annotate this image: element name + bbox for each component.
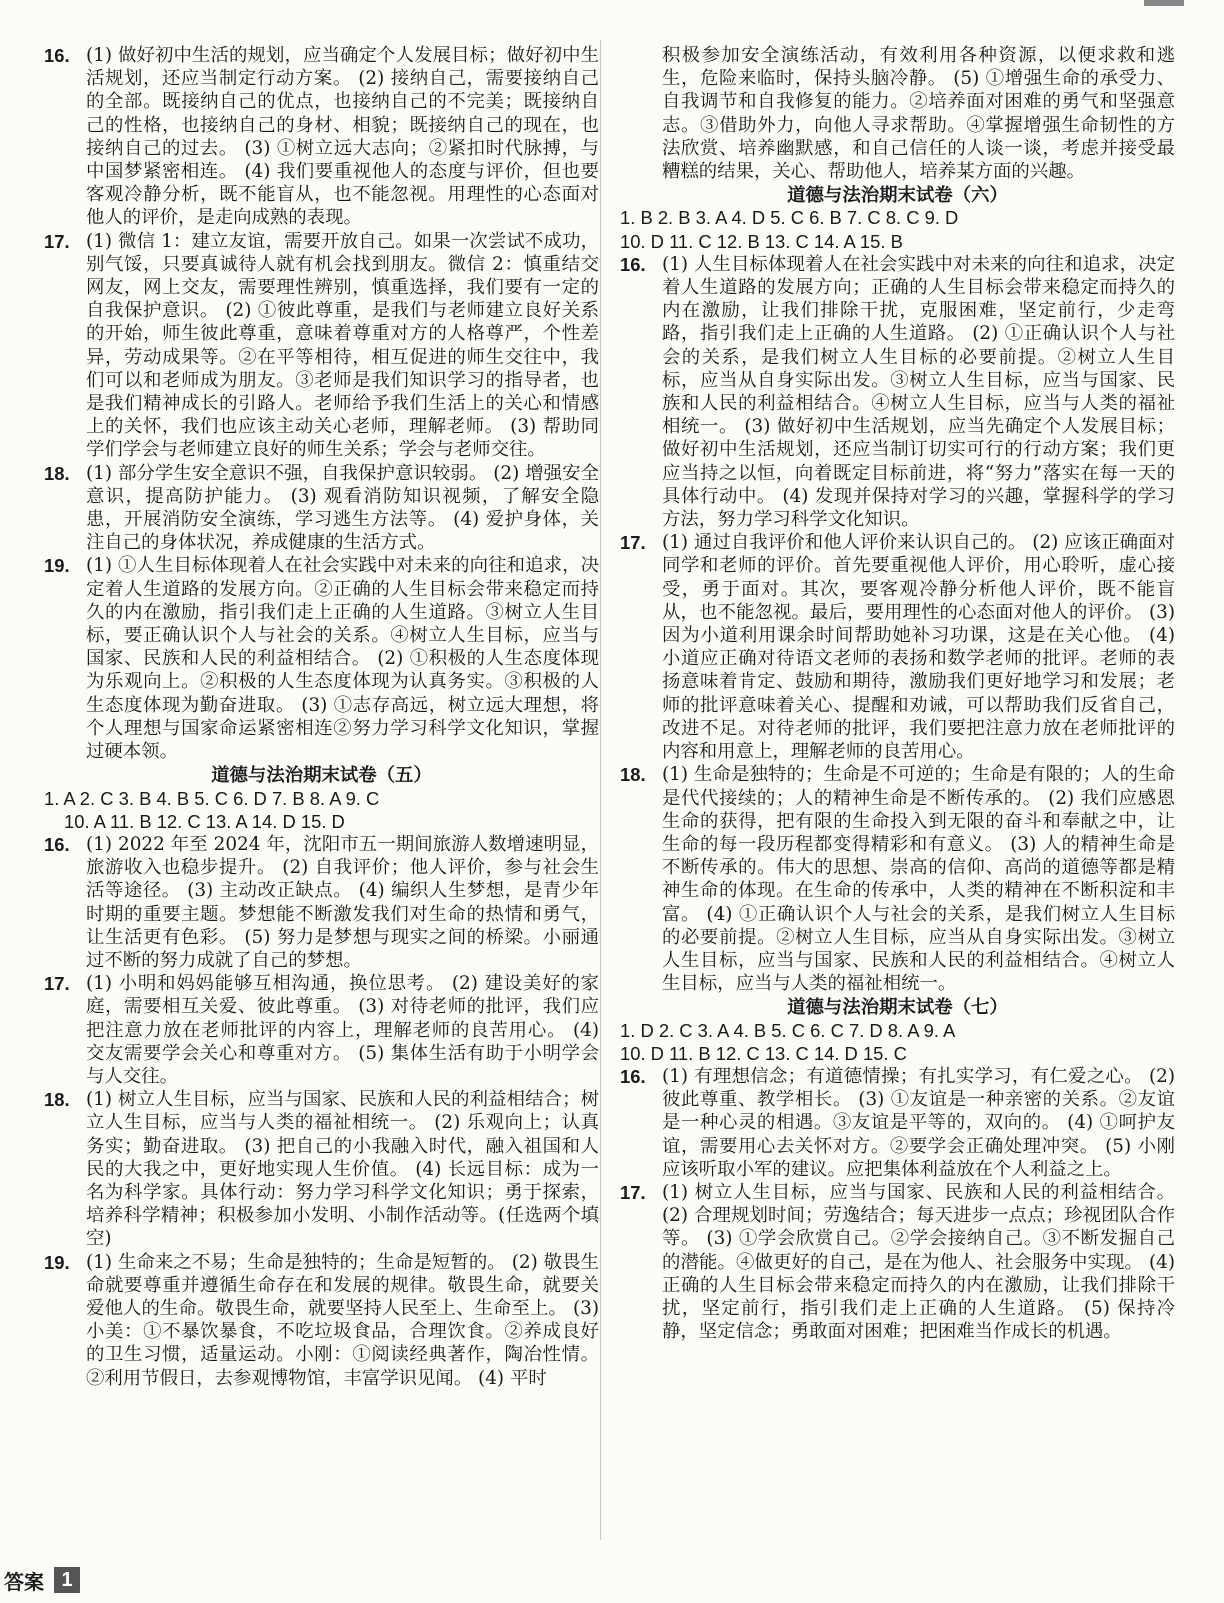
answer-item [44, 833, 599, 972]
question-number: 17. [44, 230, 70, 252]
multiple-choice-answers: 1. A 2. C 3. B 4. B 5. C 6. D 7. B 8. A 9. C [44, 787, 380, 809]
question-number: 18. [44, 462, 70, 484]
answer-text: (1) 树立人生目标，应当与国家、民族和人民的利益相结合；树立人生目标，应当与人类的福祉相统一。 (2) 乐观向上；认真务实；勤奋进取。 (3) 把自己的小我融入时代，融入祖国和人民的大我之中，更好地实现人生价值。 (4) 长远目标：成为一名为科学家。具体行动：努力学习科学文化知识；勇于探索，培养科学精神；积极参加小发明、小制作活动等。(任选两个填空) [86, 1089, 599, 1250]
answer-item [44, 972, 599, 1088]
multiple-choice-answers: 1. D 2. C 3. A 4. B 5. C 6. C 7. D 8. A 9. A [620, 1019, 956, 1041]
answer-text: (1) 小明和妈妈能够互相沟通，换位思考。 (2) 建设美好的家庭，需要相互关爱、彼此尊重。 (3) 对待老师的批评，我们应把注意力放在老师批评的内容上，理解老师的良苦用心。 (4) 交友需要学会关心和尊重对方。 (5) 集体生活有助于小明学会与人交往。 [86, 973, 599, 1087]
answer-item [620, 763, 1175, 995]
section-title: 道德与法治期末试卷（六） [787, 184, 1008, 206]
column-divider [600, 40, 601, 1540]
answer-text: (1) 通过自我评价和他人评价来认识自己的。 (2) 应该正确面对同学和老师的评价。首先要重视他人评价，用心聆听，虚心接受，勇于面对。其次，要客观冷静分析他人评价，既不能盲从，也不能忽视。最后，要用理性的心态面对他人的评价。 (3) 因为小道利用课余时间帮助她补习功课，这是在关心他。 (4) 小道应正确对待语文老师的表扬和数学老师的批评。老师的表扬意味着肯定、鼓励和期待，激励我们更好地学习和发展；老师的批评意味着关心、提醒和劝诫，可以帮助我们反省自己，改进不足。对待老师的批评，我们要把注意力放在老师批评的内容和用意上，理解老师的良苦用心。 [662, 532, 1175, 763]
question-number: 19. [44, 1251, 70, 1273]
answer-item [620, 531, 1175, 763]
left-column [44, 44, 599, 1390]
answer-text: (1) 微信 1：建立友谊，需要开放自己。如果一次尝试不成功，别气馁，只要真诚待人就有机会找到朋友。微信 2：慎重结交网友，网上交友，需要理性辨别，慎重选择，我们要有一定的自我保护意识。 (2) ①彼此尊重，是我们与老师建立良好关系的开始，师生彼此尊重，意味着尊重对方的人格尊严，个性差异，劳动成果等。②在平等相待，相互促进的师生交往中，我们可以和老师成为朋友。③老师是我们知识学习的指导者，也是我们精神成长的引路人。老师给予我们生活上的关心和情感上的关怀，我们也应该主动关心老师，理解老师。 (3) 帮助同学们学会与老师建立良好的师生关系；学会与老师交往。 [86, 230, 599, 461]
question-number: 16. [620, 1065, 646, 1087]
answer-item [44, 230, 599, 462]
section-title: 道德与法治期末试卷（五） [211, 764, 432, 786]
answer-text: (1) 生命来之不易；生命是独特的；生命是短暂的。 (2) 敬畏生命就要尊重并遵循生命存在和发展的规律。敬畏生命，就要关爱他人的生命。敬畏生命，就要坚持人民至上、生命至上。 (3) 小美：①不暴饮暴食，不吃垃圾食品，合理饮食。②养成良好的卫生习惯，适量运动。小刚：①阅读经典著作，陶冶性情。②利用节假日，去参观博物馆，丰富学识见闻。 (4) 平时 [86, 1251, 599, 1389]
right-column [620, 44, 1175, 1343]
question-number: 17. [620, 532, 646, 554]
multiple-choice-answers: 10. D 11. B 12. C 13. C 14. D 15. C [620, 1042, 907, 1064]
answer-text: (1) 2022 年至 2024 年，沈阳市五一期间旅游人数增速明显，旅游收入也稳步提升。 (2) 自我评价；他人评价，参与社会生活等途径。 (3) 主动改正缺点。 (4) 编织人生梦想，是青少年时期的重要主题。梦想能不断激发我们对生命的热情和勇气，让生活更有色彩。 (5) 努力是梦想与现实之间的桥梁。小丽通过不断的努力成就了自己的梦想。 [86, 833, 599, 971]
footer-label: 答案 [4, 1571, 44, 1594]
answer-item [620, 253, 1175, 531]
answer-item [44, 462, 599, 555]
answer-text: (1) ①人生目标体现着人在社会实践中对未来的向往和追求，决定着人生道路的发展方向。②正确的人生目标会带来稳定而持久的内在激励，指引我们走上正确的人生道路。③树立人生目标，要正确认识个人与社会的关系。④树立人生目标，应当与国家、民族和人民的利益相结合。 (2) ①积极的人生态度体现为乐观向上。②积极的人生态度体现为认真务实。③积极的人生态度体现为勤奋进取。 (3) ①志存高远，树立远大理想，将个人理想与国家命运紧密相连②努力学习科学文化知识，掌握过硬本领。 [86, 555, 599, 763]
answer-continuation: 积极参加安全演练活动，有效利用各种资源，以便求救和逃生，危险来临时，保持头脑冷静。 (5) ①增强生命的承受力、自我调节和自我修复的能力。②培养面对困难的勇气和坚强意志。③借助外力，向他人寻求帮助。④掌握增强生命韧性的方法欣赏、培养幽默感，和自己信任的人谈一谈，考虑并接受最糟糕的结果，关心、帮助他人，培养某方面的兴趣。 [662, 45, 1175, 183]
answer-text: (1) 有理想信念；有道德情操；有扎实学习，有仁爱之心。 (2) 彼此尊重、教学相长。 (3) ①友谊是一种亲密的关系。②友谊是一种心灵的相遇。③友谊是平等的，双向的。 (4) ①呵护友谊，需要用心去关怀对方。②要学会正确处理冲突。 (5) 小刚应该听取小军的建议。应把集体利益放在个人利益之上。 [662, 1065, 1175, 1180]
answer-text: (1) 部分学生安全意识不强，自我保护意识较弱。 (2) 增强安全意识，提高防护能力。 (3) 观看消防知识视频，了解安全隐患，开展消防安全演练，学习逃生方法等。 (4) 爱护身体，关注自己的身体状况，养成健康的生活方式。 [86, 462, 599, 554]
answer-text: (1) 生命是独特的；生命是不可逆的；生命是有限的；人的生命是代代接续的；人的精神生命是不断传承的。 (2) 我们应感恩生命的获得，把有限的生命投入到无限的奋斗和奉献之中，让生命的每一段历程都变得精彩和有意义。 (3) 人的精神生命是不断传承的。伟大的思想、崇高的信仰、高尚的道德等都是精神生命的体现。在生命的传承中，人类的精神在不断积淀和丰富。 (4) ①正确认识个人与社会的关系，是我们树立人生目标的必要前提。②树立人生目标，应当从自身实际出发。③树立人生目标，应当与国家、民族和人民的利益相结合。④树立人生目标，应当与人类的福祉相统一。 [662, 764, 1175, 995]
answer-item [620, 1065, 1175, 1181]
answer-item [44, 1251, 599, 1390]
answer-item [44, 1088, 599, 1250]
page-footer [0, 1565, 80, 1595]
answer-item [44, 44, 599, 230]
question-number: 17. [620, 1181, 646, 1203]
question-number: 16. [620, 253, 646, 275]
top-edge-mark [1144, 0, 1184, 6]
question-number: 19. [44, 555, 70, 577]
page-number: 1 [54, 1567, 80, 1593]
multiple-choice-answers: 1. B 2. B 3. A 4. D 5. C 6. B 7. C 8. C 9. D [620, 207, 959, 229]
question-number: 17. [44, 973, 70, 995]
multiple-choice-answers: 10. A 11. B 12. C 13. A 14. D 15. D [64, 810, 345, 832]
answer-item [44, 554, 599, 763]
answer-item [620, 1181, 1175, 1343]
question-number: 18. [620, 764, 646, 786]
answer-text: (1) 做好初中生活的规划，应当确定个人发展目标；做好初中生活规划，还应当制定行动方案。 (2) 接纳自己，需要接纳自己的全部。既接纳自己的优点，也接纳自己的不完美；既接纳自己的性格，也接纳自己的身材、相貌；既接纳自己的现在，也接纳自己的过去。 (3) ①树立远大志向；②紧扣时代脉搏，与中国梦紧密相连。 (4) 我们要重视他人的态度与评价，但也要客观冷静分析，既不能盲从，也不能忽视。用理性的心态面对他人的评价，是走向成熟的表现。 [86, 45, 599, 229]
section-title: 道德与法治期末试卷（七） [787, 996, 1008, 1018]
question-number: 16. [44, 833, 70, 855]
answer-text: (1) 人生目标体现着人在社会实践中对未来的向往和追求，决定着人生道路的发展方向；正确的人生目标会带来稳定而持久的内在激励，让我们排除干扰，克服困难，坚定前行，少走弯路，指引我们走上正确的人生道路。 (2) ①正确认识个人与社会的关系，是我们树立人生目标的必要前提。②树立人生目标，应当从自身实际出发。③树立人生目标，应当与国家、民族和人民的利益相结合。④树立人生目标，应当与人类的福祉相统一。 (3) 做好初中生活规划，应当先确定个人发展目标；做好初中生活规划，还应当制订切实可行的行动方案；我们更应当持之以恒，向着既定目标前进，将“努力”落实在每一天的具体行动中。 (4) 发现并保持对学习的兴趣，掌握科学的学习方法，努力学习科学文化知识。 [662, 253, 1175, 531]
question-number: 18. [44, 1089, 70, 1111]
multiple-choice-answers: 10. D 11. C 12. B 13. C 14. A 15. B [620, 230, 903, 252]
question-number: 16. [44, 45, 70, 66]
answer-text: (1) 树立人生目标，应当与国家、民族和人民的利益相结合。 (2) 合理规划时间；劳逸结合；每天进步一点点；珍视团队合作等。 (3) ①学会欣赏自己。②学会接纳自己。③不断发掘自己的潜能。④做更好的自己，是在为他人、社会服务中实现。 (4) 正确的人生目标会带来稳定而持久的内在激励，让我们排除干扰，坚定前行，指引我们走上正确的人生道路。 (5) 保持冷静，坚定信念；勇敢面对困难；把困难当作成长的机遇。 [662, 1181, 1175, 1343]
